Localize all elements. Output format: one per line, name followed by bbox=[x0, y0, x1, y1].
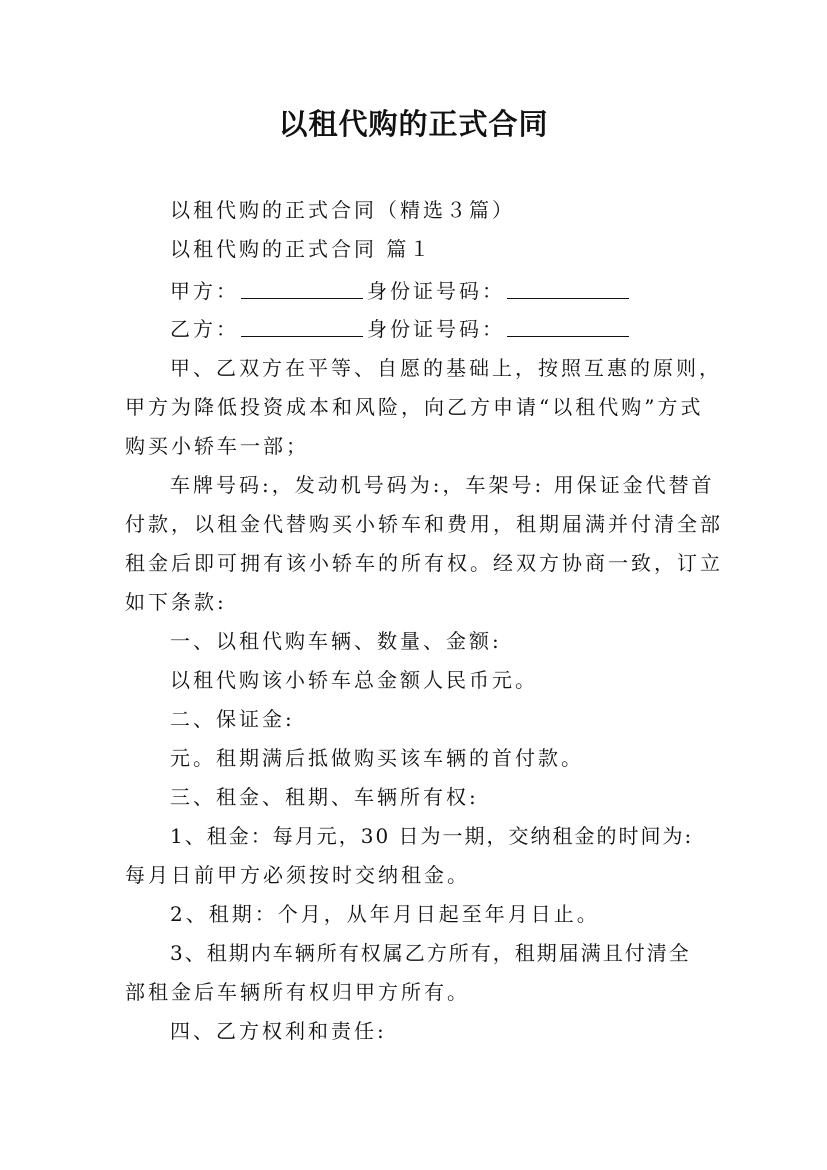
paragraph-line: 如下条款: bbox=[125, 590, 227, 614]
clause-heading: 三、租金、租期、车辆所有权: bbox=[170, 785, 479, 809]
paragraph-line: 3、租期内车辆所有权属乙方所有，租期届满且付清全 bbox=[170, 941, 691, 965]
party-a-id-label: 身份证号码： bbox=[367, 279, 505, 303]
party-a-label: 甲方： bbox=[170, 279, 239, 303]
paragraph-line: 付款，以租金代替购买小轿车和费用，租期届满并付清全部 bbox=[125, 512, 723, 536]
document-title: 以租代购的正式合同 bbox=[278, 107, 549, 141]
paragraph-line: 甲、乙双方在平等、自愿的基础上，按照互惠的原则， bbox=[170, 356, 722, 380]
party-b-id-label: 身份证号码： bbox=[367, 317, 505, 341]
paragraph-line: 每月日前甲方必须按时交纳租金。 bbox=[125, 863, 470, 887]
paragraph-line: 购买小轿车一部； bbox=[125, 434, 309, 458]
paragraph-line: 车牌号码:，发动机号码为:，车架号: 用保证金代替首 bbox=[170, 473, 715, 497]
party-b-name-blank bbox=[241, 316, 363, 337]
section-heading: 以租代购的正式合同 篇１ bbox=[170, 237, 433, 261]
paragraph-line: 以租代购该小轿车总金额人民币元。 bbox=[170, 668, 538, 692]
paragraph-line: 元。租期满后抵做购买该车辆的首付款。 bbox=[170, 746, 584, 770]
party-b-label: 乙方： bbox=[170, 317, 239, 341]
paragraph-line: 1、租金：每月元，30 日为一期，交纳租金的时间为: bbox=[170, 824, 694, 848]
paragraph-line: 2、租期：个月，从年月日起至年月日止。 bbox=[170, 902, 600, 926]
party-b-id-blank bbox=[507, 316, 629, 337]
clause-heading: 四、乙方权利和责任: bbox=[170, 1019, 387, 1043]
subtitle-line: 以租代购的正式合同（精选３篇） bbox=[170, 198, 515, 222]
party-b-line bbox=[170, 315, 633, 343]
paragraph-line: 部租金后车辆所有权归甲方所有。 bbox=[125, 980, 470, 1004]
paragraph-line: 租金后即可拥有该小轿车的所有权。经双方协商一致，订立 bbox=[125, 551, 723, 575]
party-a-line bbox=[170, 277, 633, 305]
paragraph-line: 甲方为降低投资成本和风险，向乙方申请“以租代购”方式 bbox=[125, 395, 704, 419]
party-a-id-blank bbox=[507, 278, 629, 299]
clause-heading: 一、以租代购车辆、数量、金额: bbox=[170, 629, 502, 653]
clause-heading: 二、保证金: bbox=[170, 707, 295, 731]
party-a-name-blank bbox=[241, 278, 363, 299]
